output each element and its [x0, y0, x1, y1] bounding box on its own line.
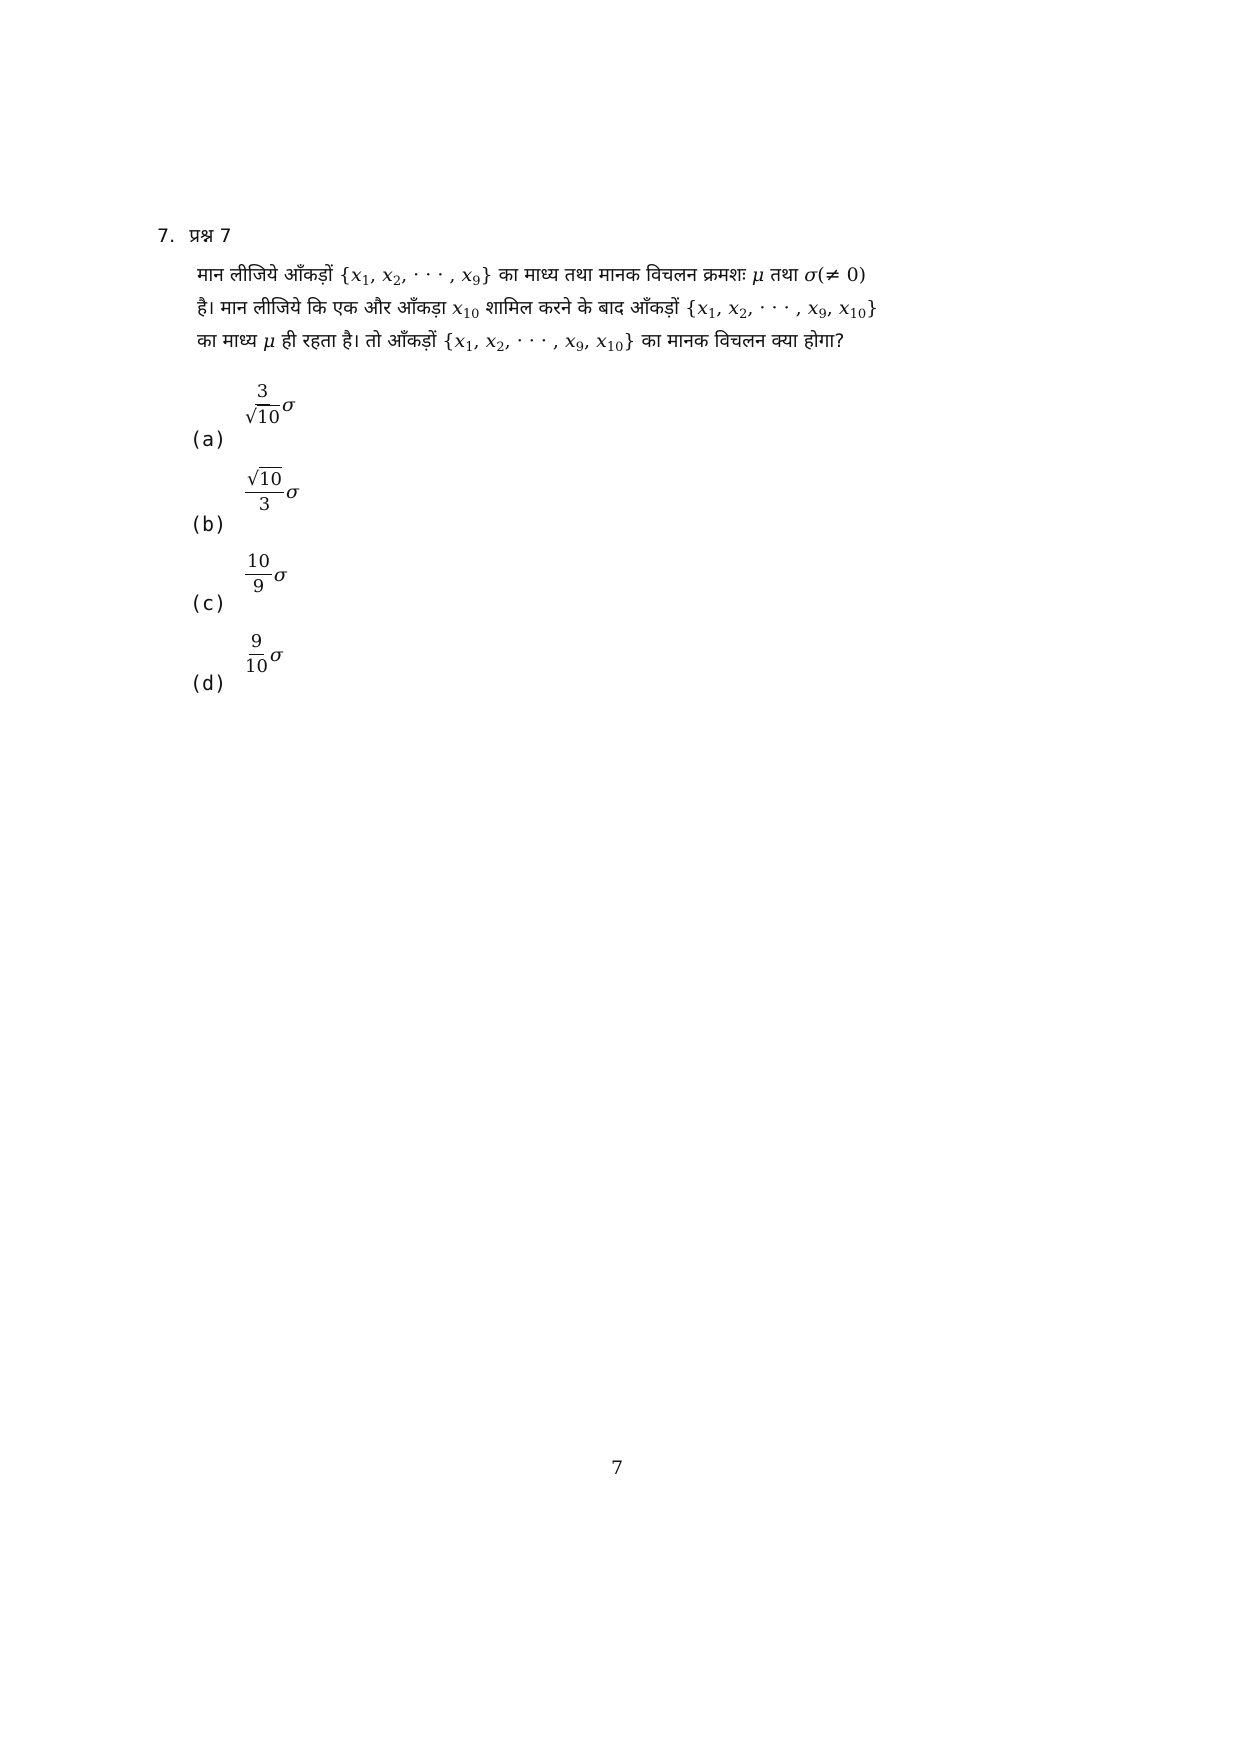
fraction-denominator: 10	[245, 656, 268, 677]
text-fragment: का माध्य तथा मानक विचलन क्रमशः	[498, 264, 746, 286]
fraction-denominator: 9	[252, 576, 265, 597]
fraction-numerator: 9	[249, 633, 264, 655]
radicand: 10	[257, 407, 281, 428]
fraction-denominator: 3	[258, 494, 271, 515]
question-title: प्रश्न 7	[189, 225, 232, 247]
math-dataset-10: {$x_1$, $x_2$, · · · , $x_9$, $x_{10}$}	[442, 330, 636, 355]
sigma-symbol: σ	[286, 481, 299, 503]
math-mu: μ	[751, 264, 765, 286]
option-label: (d)	[190, 671, 227, 695]
option-label: (b)	[190, 512, 227, 536]
fraction	[245, 383, 280, 427]
question-text	[197, 262, 1097, 361]
text-fragment: शामिल करने के बाद आँकड़ों	[485, 297, 680, 319]
text-fragment: मान लीजिये आँकड़ों	[197, 264, 333, 286]
question-line-2	[197, 295, 1097, 328]
sigma-symbol: σ	[273, 563, 287, 586]
fraction-numerator: 10	[245, 553, 272, 575]
sqrt-icon: √	[245, 406, 258, 428]
sqrt-icon: √	[247, 468, 260, 490]
sigma-symbol: σ	[269, 643, 283, 666]
fraction-denominator	[245, 405, 280, 427]
option-label: (a)	[190, 427, 227, 451]
page-number: 7	[611, 1457, 624, 1479]
math-mu: μ	[263, 330, 276, 352]
fraction-numerator: 3	[255, 383, 270, 405]
math-sigma-nonzero: σ(≠ 0)	[804, 264, 867, 286]
option-expression	[245, 633, 283, 676]
option-label: (c)	[190, 591, 227, 615]
question-line-1	[197, 262, 1097, 295]
option-expression	[245, 383, 295, 427]
text-fragment: तथा	[770, 264, 799, 286]
question-number: 7.	[157, 225, 176, 247]
text-fragment: है। मान लीजिये कि एक और आँकड़ा	[197, 297, 447, 319]
text-fragment: का मानक विचलन क्या होगा?	[641, 330, 845, 352]
math-x10: $x_{10}$	[452, 297, 480, 322]
option-expression	[245, 553, 287, 596]
fraction-numerator	[245, 470, 284, 493]
option-expression	[245, 470, 299, 514]
question-line-3	[197, 328, 1097, 361]
radicand: 10	[259, 469, 283, 490]
sigma-symbol: σ	[282, 394, 295, 416]
text-fragment: का माध्य	[197, 330, 257, 352]
fraction	[245, 470, 284, 514]
text-fragment: ही रहता है। तो आँकड़ों	[281, 330, 437, 352]
math-dataset-9: {$x_1$, $x_2$, · · · , $x_9$}	[338, 264, 493, 289]
math-dataset-10: {$x_1$, $x_2$, · · · , $x_9$, $x_{10}$}	[685, 297, 879, 322]
question-header	[157, 222, 232, 248]
fraction	[245, 553, 272, 596]
fraction	[245, 633, 268, 676]
